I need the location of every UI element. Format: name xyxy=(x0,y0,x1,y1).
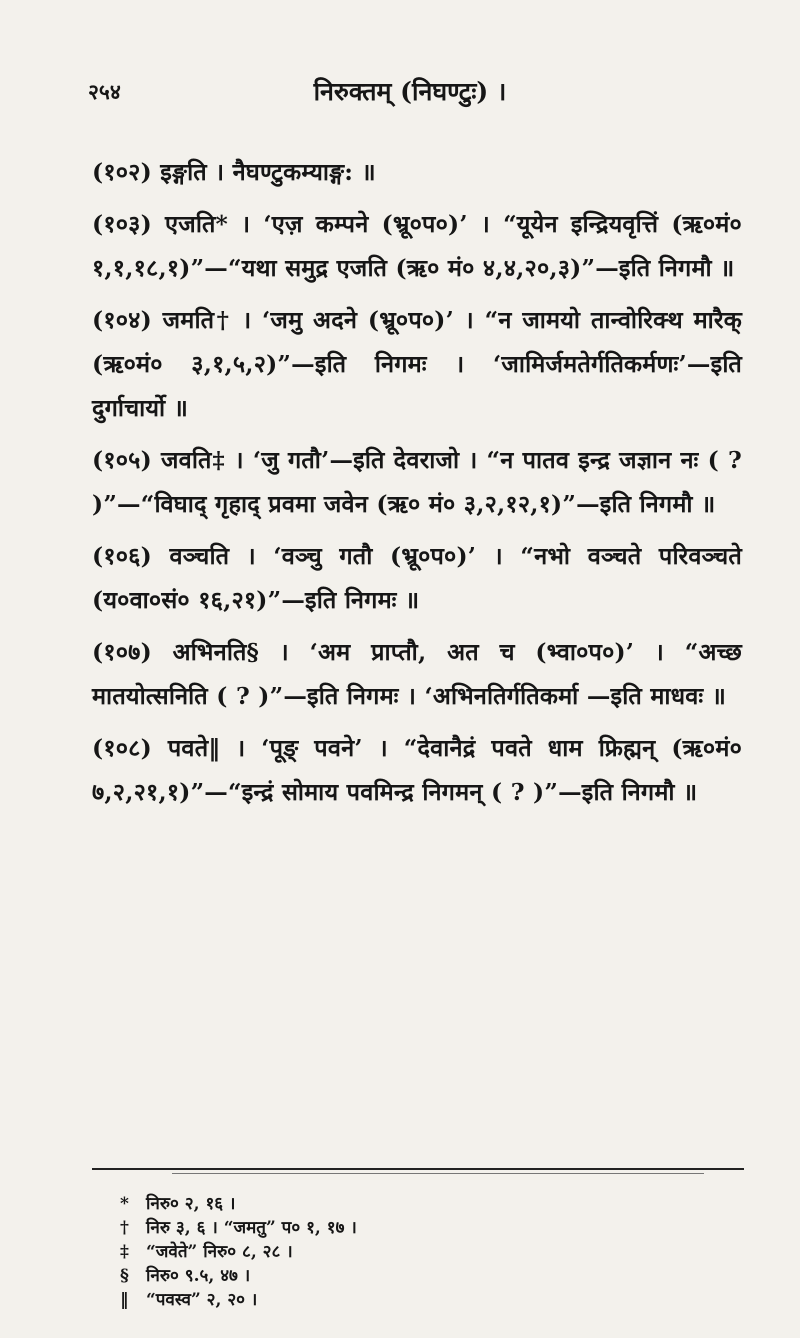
footnote xyxy=(120,1264,680,1288)
footnote-mark: § xyxy=(120,1266,129,1286)
footnote xyxy=(120,1240,680,1264)
entry-text: इङ्गति । नैघण्टुकम्याङ्ग: ॥ xyxy=(160,158,376,186)
running-title: निरुक्तम् (निघण्टुः) । xyxy=(313,77,507,106)
entry-number: (१०८) xyxy=(92,734,152,762)
footnote-text: निरु ३, ६ । “जमतु” प० १, १७ । xyxy=(146,1218,357,1238)
entry-paragraph xyxy=(92,630,742,718)
entry-text: वञ्चति । ‘वञ्चु गतौ (भ्रू०प०)’ । “नभो वञ्चते परिवञ्चते (य०वा०सं० १६,२१)”—इति निगमः ॥ xyxy=(92,542,742,614)
entry-number: (१०५) xyxy=(92,446,152,474)
footnote-divider xyxy=(92,1168,744,1170)
entry-paragraph xyxy=(92,298,742,430)
footnote-text: निरु० २, १६ । xyxy=(146,1194,236,1214)
entry-paragraph xyxy=(92,534,742,622)
footnote-mark: † xyxy=(120,1218,129,1238)
entry-text: जमति† । ‘जमु अदने (भ्रू०प०)’ । “न जामयो तान्वोरिक्थ मारैक् (ऋ०मं० ३,१,५,२)”—इति निगमः । ‘जामिर्जमतेर्गतिकर्मणः’—इति दुर्गाचार्यो ॥ xyxy=(92,306,742,422)
entry-text: जवति‡ । ‘जु गतौ’—इति देवराजो । “न पातव इन्द्र जज्ञान नः ( ? )”—“विघाद् गृहाद् प्रवमा जवेन (ऋ० मं० ३,२,१२,१)”—इति निगमौ ॥ xyxy=(92,446,742,518)
page-header xyxy=(0,72,800,112)
entry-text: पवते‖ । ‘पूङ् पवने’ । “देवानैद्रं पवते धाम फ्रिह्मन् (ऋ०मं० ७,२,२१,१)”—“इन्द्रं सोमाय पवमिन्द्र निगमन् ( ? )”—इति निगमौ ॥ xyxy=(92,734,742,806)
entry-number: (१०४) xyxy=(92,306,152,334)
footnote xyxy=(120,1192,680,1216)
main-text xyxy=(92,150,742,822)
footnote-text: “जवेते” निरु० ८, २८ । xyxy=(146,1242,293,1262)
footnote-mark: ‖ xyxy=(120,1290,129,1310)
entry-text: एजति* । ‘एज़ कम्पने (भ्रू०प०)’ । “यूयेन इन्द्रियवृत्तिं (ऋ०मं० १,१,१८,१)”—“यथा समुद्र एजति (ऋ० मं० ४,४,२०,३)”—इति निगमौ ॥ xyxy=(92,210,742,282)
footnote-text: “पवस्व” २, २० । xyxy=(146,1290,258,1310)
entry-paragraph xyxy=(92,438,742,526)
entry-number: (१०७) xyxy=(92,638,152,666)
page-number: २५४ xyxy=(88,79,121,104)
footnote xyxy=(120,1216,680,1240)
footnote xyxy=(120,1288,680,1312)
footnotes xyxy=(120,1192,680,1312)
entry-paragraph xyxy=(92,726,742,814)
footnote-text: निरु० ९.५, ४७ । xyxy=(146,1266,251,1286)
entry-number: (१०२) xyxy=(92,158,152,186)
entry-paragraph xyxy=(92,150,742,194)
footnote-mark: ‡ xyxy=(120,1242,129,1262)
entry-number: (१०६) xyxy=(92,542,152,570)
footnote-mark: * xyxy=(120,1194,129,1214)
entry-paragraph xyxy=(92,202,742,290)
entry-text: अभिनति§ । ‘अम प्राप्तौ, अत च (भ्वा०प०)’ । “अच्छ मातयोत्सनिति ( ? )”—इति निगमः । ‘अभिनतिर्गतिकर्मा —इति माधवः ॥ xyxy=(92,638,742,710)
entry-number: (१०३) xyxy=(92,210,152,238)
